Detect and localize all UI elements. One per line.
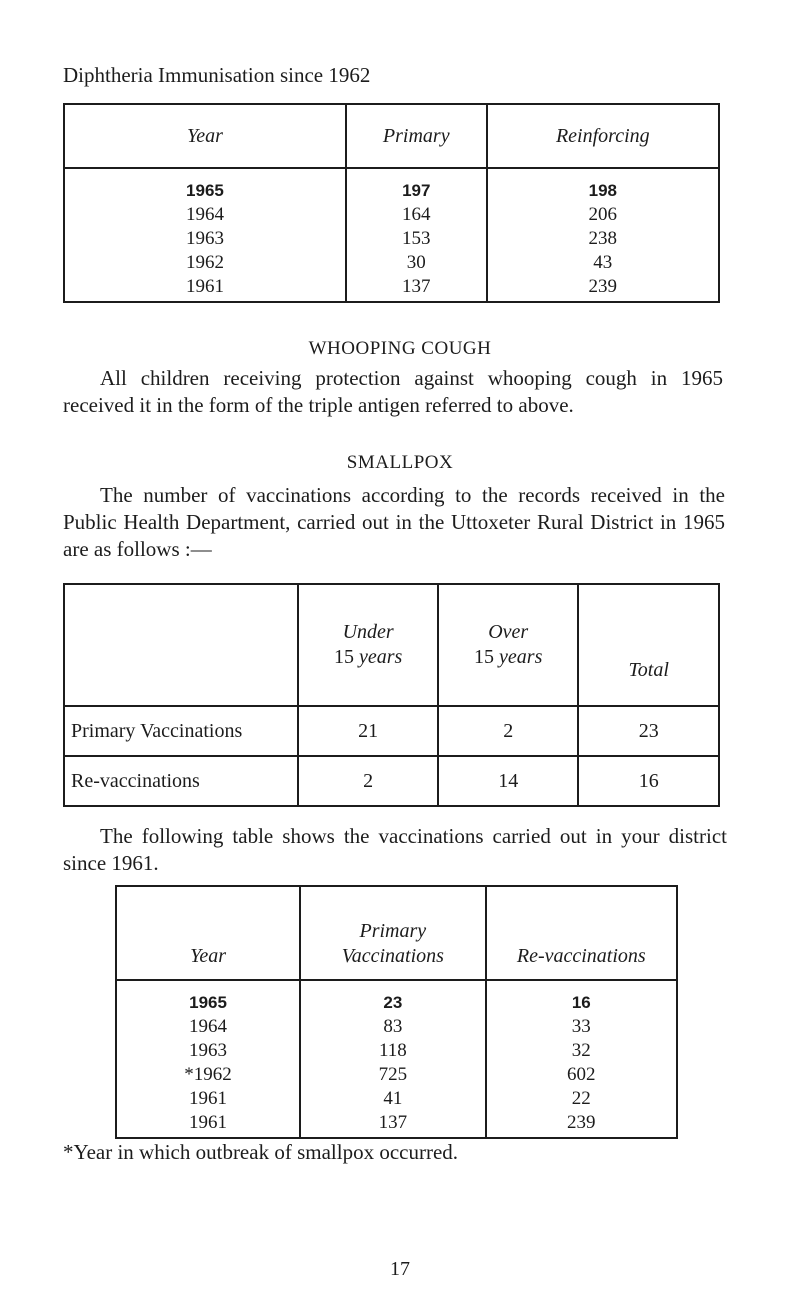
cell-year: 1963 — [116, 1039, 300, 1063]
col-header-total: Total — [578, 584, 719, 706]
table-row — [116, 980, 677, 1015]
table-row — [116, 1111, 677, 1138]
cell-revacc: 16 — [486, 980, 677, 1015]
col-header-year: Year — [116, 886, 300, 980]
cell-year: 1961 — [64, 275, 346, 302]
header-primary-line1: Primary — [359, 920, 427, 942]
diphtheria-table — [63, 103, 720, 303]
cell-primary: 41 — [300, 1087, 485, 1111]
table-row — [116, 1015, 677, 1039]
cell-primary: 83 — [300, 1015, 485, 1039]
col-header-under-15 — [298, 584, 438, 706]
cell-over: 14 — [438, 756, 579, 806]
table-row — [116, 1039, 677, 1063]
cell-year: 1963 — [64, 227, 346, 251]
header-under-num: 15 — [333, 646, 354, 668]
cell-reinforcing: 43 — [487, 251, 719, 275]
cell-over: 2 — [438, 706, 579, 756]
table-header-row — [64, 104, 719, 168]
table-header-row — [64, 584, 719, 706]
cell-primary: 137 — [300, 1111, 485, 1138]
cell-primary: 164 — [346, 203, 487, 227]
section-heading-smallpox: SMALLPOX — [346, 452, 454, 473]
table-row — [116, 1087, 677, 1111]
cell-under: 21 — [298, 706, 438, 756]
cell-revacc: 33 — [486, 1015, 677, 1039]
page-title: Diphtheria Immunisation since 1962 — [63, 63, 371, 87]
table-row — [64, 251, 719, 275]
table-row — [64, 275, 719, 302]
header-under-word: years — [358, 646, 403, 668]
cell-primary: 725 — [300, 1063, 485, 1087]
row-label: Primary Vaccinations — [64, 706, 298, 756]
cell-revacc: 22 — [486, 1087, 677, 1111]
cell-year: 1961 — [116, 1111, 300, 1138]
cell-year: 1962 — [64, 251, 346, 275]
cell-revacc: 32 — [486, 1039, 677, 1063]
footnote: *Year in which outbreak of smallpox occurred. — [63, 1140, 459, 1164]
cell-primary: 153 — [346, 227, 487, 251]
cell-reinforcing: 198 — [487, 168, 719, 203]
cell-under: 2 — [298, 756, 438, 806]
col-header-year: Year — [64, 104, 346, 168]
cell-year: 1964 — [116, 1015, 300, 1039]
col-header-revaccinations: Re-vaccinations — [486, 886, 677, 980]
col-header-reinforcing: Reinforcing — [487, 104, 719, 168]
vaccinations-since-1961-table — [115, 885, 678, 1139]
cell-primary: 197 — [346, 168, 487, 203]
cell-year: 1964 — [64, 203, 346, 227]
cell-reinforcing: 206 — [487, 203, 719, 227]
row-label: Re-vaccinations — [64, 756, 298, 806]
header-over-num: 15 — [474, 646, 495, 668]
whooping-cough-paragraph: All children receiving protection against whooping cough in 1965 received it in the form of the triple antigen referred to above. — [63, 366, 723, 417]
col-header-primary-vaccinations — [300, 886, 485, 980]
smallpox-paragraph: The number of vaccinations according to the records received in the Public Health Department, carried out in the Uttoxeter Rural District in 1965 are as follows :— — [63, 483, 725, 561]
since-1961-paragraph: The following table shows the vaccinations carried out in your district since 1961. — [63, 824, 727, 875]
table-row — [64, 168, 719, 203]
cell-revacc: 239 — [486, 1111, 677, 1138]
col-header-blank — [64, 584, 298, 706]
page-number: 17 — [390, 1258, 410, 1280]
cell-primary: 118 — [300, 1039, 485, 1063]
header-under-line1: Under — [342, 621, 394, 643]
cell-primary: 137 — [346, 275, 487, 302]
table-row — [64, 756, 719, 806]
cell-reinforcing: 238 — [487, 227, 719, 251]
cell-total: 23 — [578, 706, 719, 756]
col-header-primary: Primary — [346, 104, 487, 168]
cell-primary: 23 — [300, 980, 485, 1015]
table-row — [64, 227, 719, 251]
table-header-row — [116, 886, 677, 980]
cell-year: 1965 — [64, 168, 346, 203]
smallpox-table — [63, 583, 720, 807]
cell-year: *1962 — [116, 1063, 300, 1087]
cell-total: 16 — [578, 756, 719, 806]
header-over-line1: Over — [488, 621, 529, 643]
cell-primary: 30 — [346, 251, 487, 275]
header-primary-line2: Vaccinations — [341, 945, 444, 967]
cell-year: 1961 — [116, 1087, 300, 1111]
table-row — [64, 203, 719, 227]
table-row — [116, 1063, 677, 1087]
cell-reinforcing: 239 — [487, 275, 719, 302]
cell-revacc: 602 — [486, 1063, 677, 1087]
table-row — [64, 706, 719, 756]
header-over-word: years — [499, 646, 543, 668]
cell-year: 1965 — [116, 980, 300, 1015]
col-header-over-15 — [438, 584, 579, 706]
section-heading-whooping-cough: WHOOPING COUGH — [308, 338, 492, 359]
